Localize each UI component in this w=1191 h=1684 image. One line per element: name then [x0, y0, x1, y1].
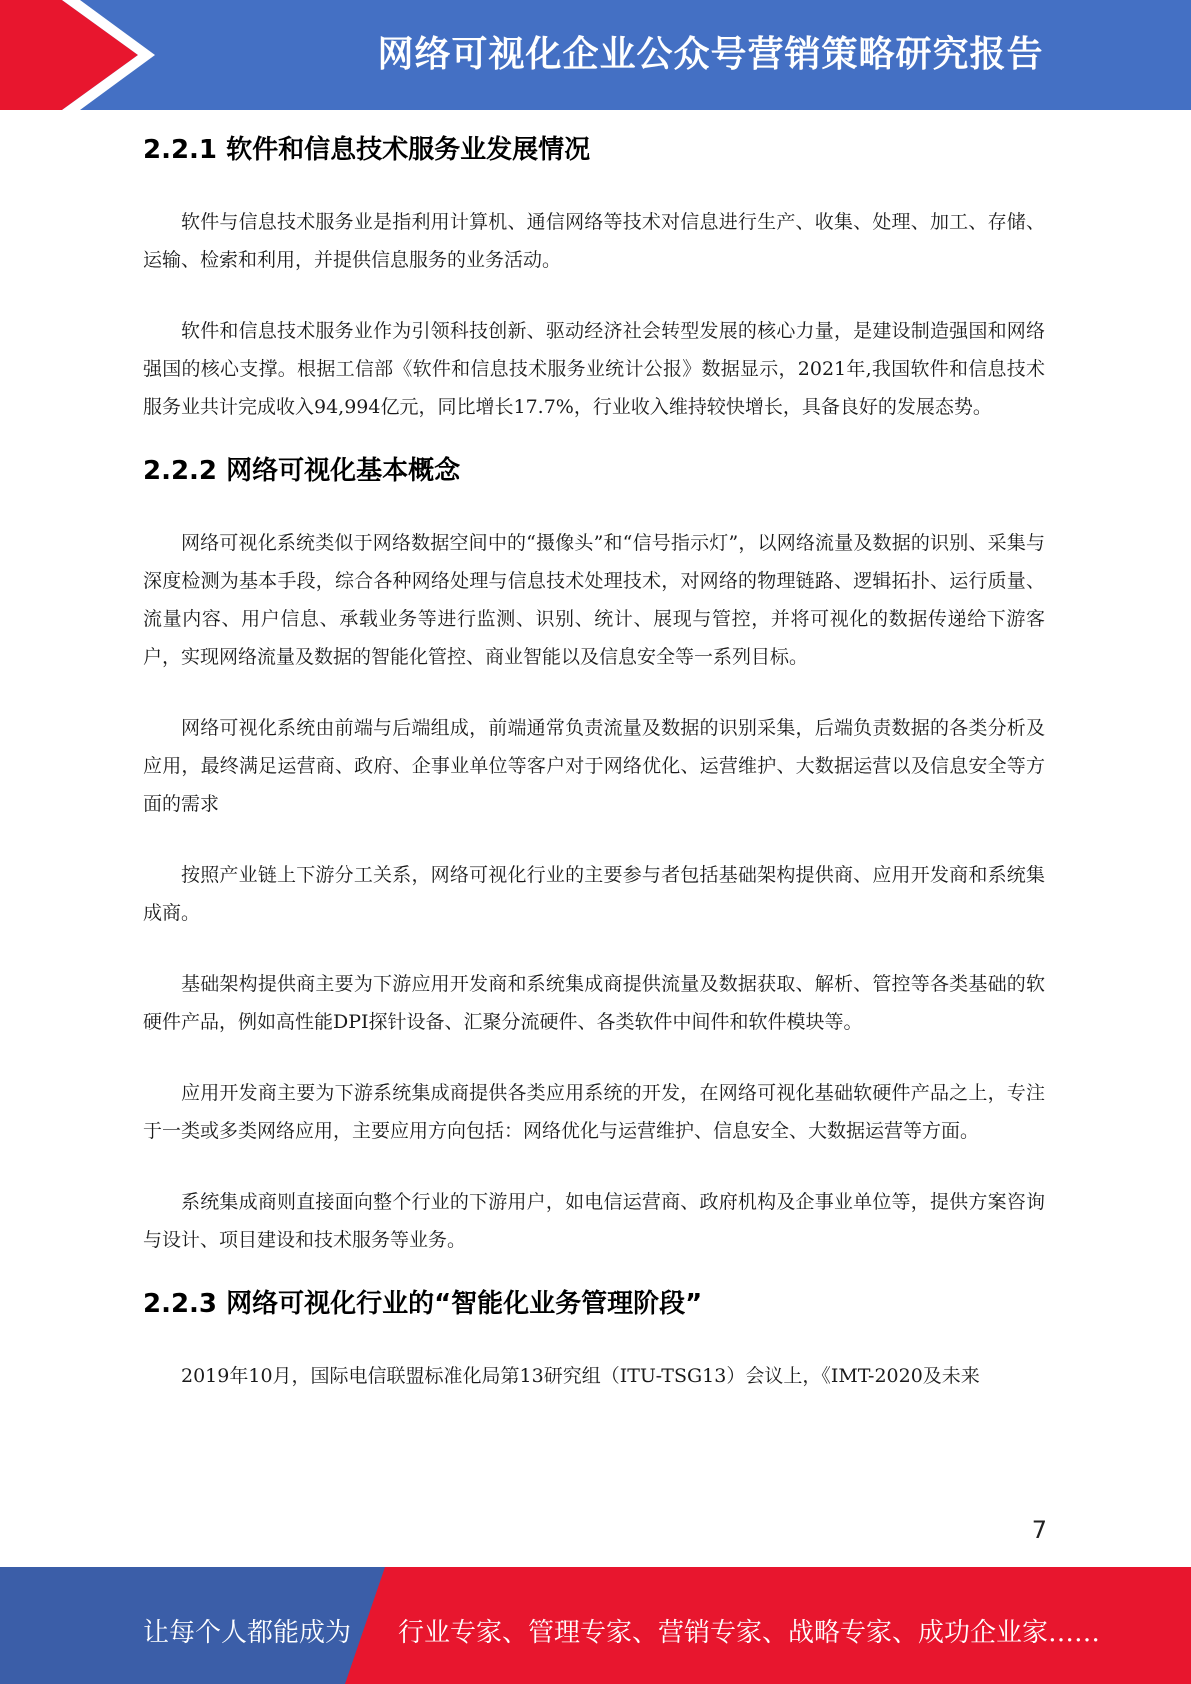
report-title: 网络可视化企业公众号营销策略研究报告 [377, 34, 1044, 75]
paragraph: 应用开发商主要为下游系统集成商提供各类应用系统的开发，在网络可视化基础软硬件产品之上，专注于一类或多类网络应用，主要应用方向包括：网络优化与运营维护、信息安全、大数据运营等方面。 [143, 1082, 1045, 1142]
paragraph: 系统集成商则直接面向整个行业的下游用户，如电信运营商、政府机构及企事业单位等，提供方案咨询与设计、项目建设和技术服务等业务。 [143, 1191, 1045, 1251]
page-header [0, 0, 1191, 110]
paragraph: 按照产业链上下游分工关系，网络可视化行业的主要参与者包括基础架构提供商、应用开发商和系统集成商。 [143, 864, 1045, 924]
paragraph: 软件和信息技术服务业作为引领科技创新、驱动经济社会转型发展的核心力量，是建设制造强国和网络强国的核心支撑。根据工信部《软件和信息技术服务业统计公报》数据显示，2021年,我国软件和信息技术服务业共计完成收入94,994亿元，同比增长17.7%，行业收入维持较快增长，具备良好的发展态势。 [143, 320, 1045, 418]
page-number: 7 [1031, 1516, 1047, 1544]
paragraph: 网络可视化系统类似于网络数据空间中的“摄像头”和“信号指示灯”，以网络流量及数据的识别、采集与深度检测为基本手段，综合各种网络处理与信息技术处理技术，对网络的物理链路、逻辑拓扑、运行质量、流量内容、用户信息、承载业务等进行监测、识别、统计、展现与管控，并将可视化的数据传递给下游客户，实现网络流量及数据的智能化管控、商业智能以及信息安全等一系列目标。 [143, 532, 1045, 668]
section-heading-2-2-2: 2.2.2 网络可视化基本概念 [143, 456, 461, 486]
section-heading-2-2-3: 2.2.3 网络可视化行业的“智能化业务管理阶段” [143, 1289, 703, 1319]
header-arrow-graphic [0, 0, 300, 110]
page-footer [0, 1567, 1191, 1684]
footer-slogan-left: 让每个人都能成为 [143, 1618, 352, 1648]
paragraph: 网络可视化系统由前端与后端组成，前端通常负责流量及数据的识别采集，后端负责数据的各类分析及应用，最终满足运营商、政府、企事业单位等客户对于网络优化、运营维护、大数据运营以及信息安全等方面的需求 [143, 717, 1045, 815]
section-heading-2-2-1: 2.2.1 软件和信息技术服务业发展情况 [143, 135, 591, 165]
paragraph: 基础架构提供商主要为下游应用开发商和系统集成商提供流量及数据获取、解析、管控等各类基础的软硬件产品，例如高性能DPI探针设备、汇聚分流硬件、各类软件中间件和软件模块等。 [143, 973, 1045, 1033]
paragraph: 2019年10月，国际电信联盟标准化局第13研究组（ITU-TSG13）会议上，《IMT-2020及未来 [181, 1365, 980, 1387]
document-body [143, 128, 1045, 1395]
footer-slogan-right: 行业专家、管理专家、营销专家、战略专家、成功企业家…… [398, 1618, 1101, 1648]
paragraph: 软件与信息技术服务业是指利用计算机、通信网络等技术对信息进行生产、收集、处理、加工、存储、运输、检索和利用，并提供信息服务的业务活动。 [143, 211, 1045, 271]
